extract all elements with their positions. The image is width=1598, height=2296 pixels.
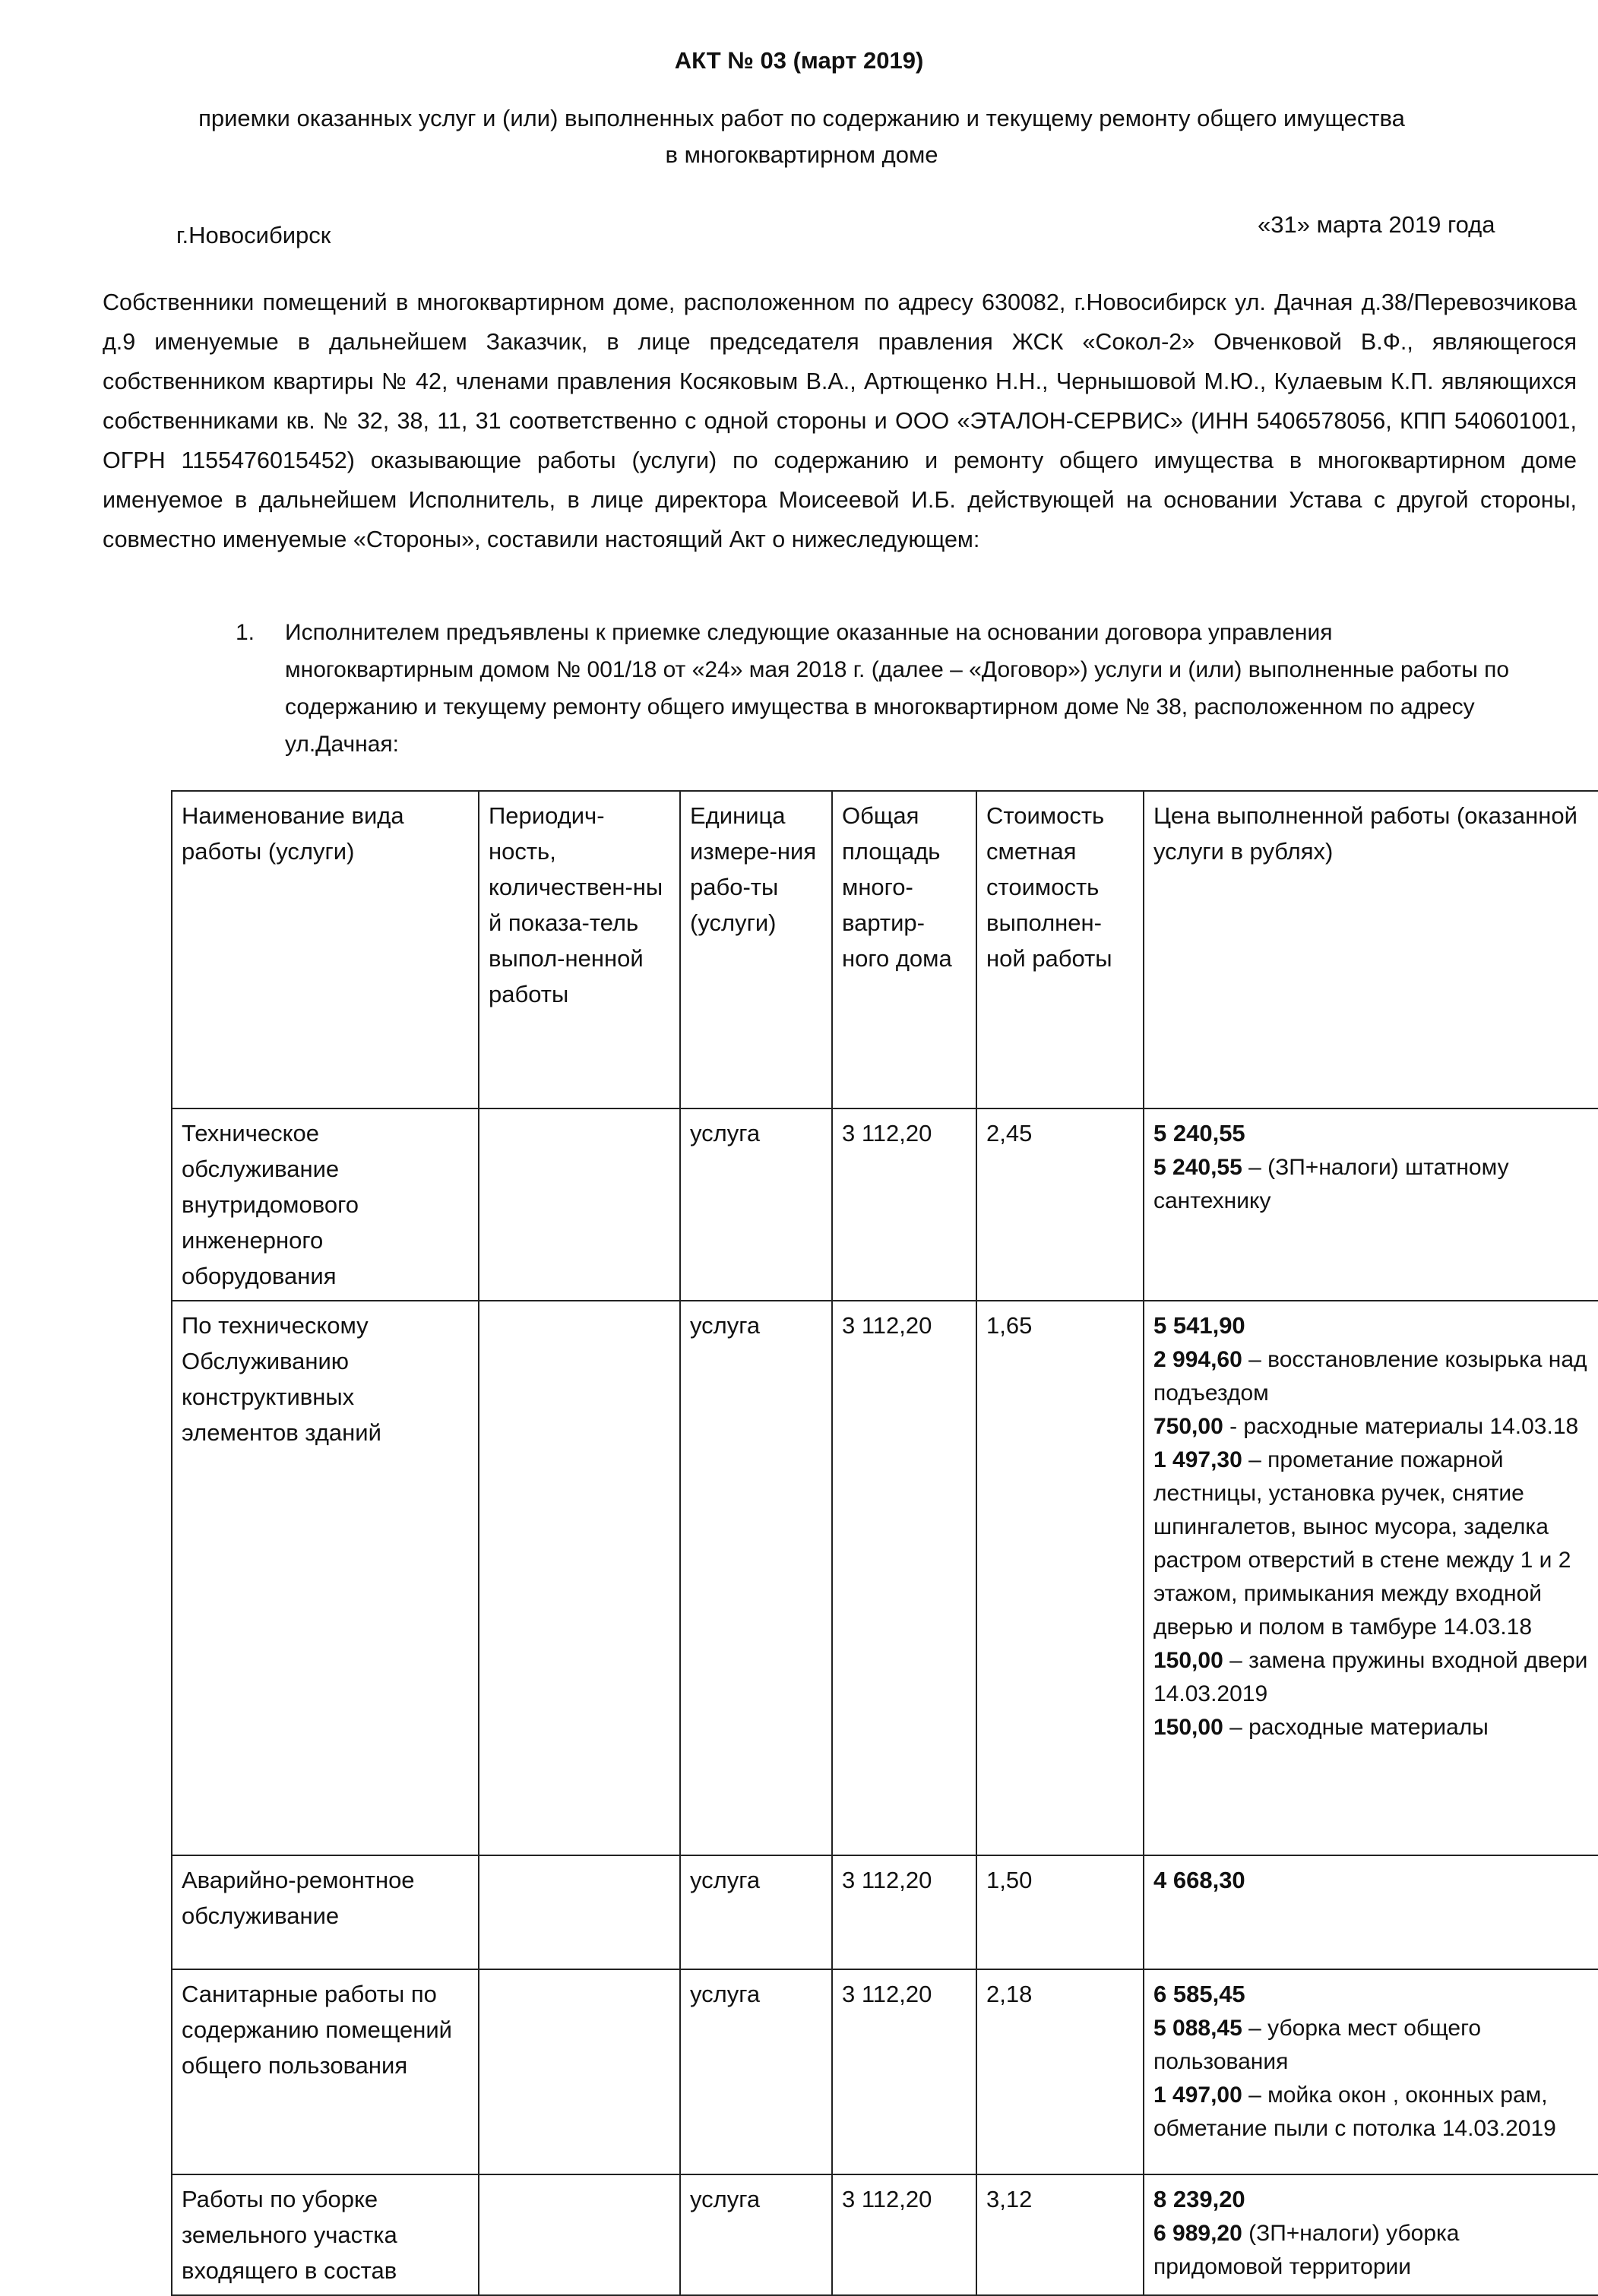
table-row bbox=[172, 1969, 1598, 2174]
table-row bbox=[172, 1301, 1598, 1855]
cell-price bbox=[1144, 1855, 1598, 1969]
price-total: 8 239,20 bbox=[1153, 2186, 1245, 2212]
price-detail: 150,00 – расходные материалы bbox=[1153, 1715, 1489, 1740]
list-item-text: Исполнителем предъявлены к приемке следующие оказанные на основании договора управления многоквартирным домом № 001/18 от «24» мая 2018 г. (далее – «Договор») услуги и (или) выполненные работы по содержанию и текущему ремонту общего имущества в многоквартирном доме № 38, расположенном по адресу ул.Дачная: bbox=[285, 620, 1510, 757]
cell-periodicity bbox=[479, 1855, 680, 1969]
cell-unit: услуга bbox=[680, 1855, 832, 1969]
intro-paragraph: Собственники помещений в многоквартирном доме, расположенном по адресу 630082, г.Новосибирск ул. Дачная д.38/Перевозчикова д.9 именуемые в дальнейшем Заказчик, в лице председателя правления ЖСК «Сокол-2» Овченковой В.Ф., являющегося собственником квартиры № 42, членами правления Косяковым В.А., Артющенко Н.Н., Чернышовой М.Ю., Кулаевым К.П. являющихся собственниками кв. № 32, 38, 11, 31 соответственно с одной стороны и ООО «ЭТАЛОН-СЕРВИС» (ИНН 5406578056, КПП 540601001, ОГРН 1155476015452) оказывающие работы (услуги) по содержанию и ремонту общего имущества в многоквартирном доме именуемое в дальнейшем Исполнитель, в лице директора Моисеевой И.Б. действующей на основании Устава с другой стороны, совместно именуемые «Стороны», составили настоящий Акт о нижеследующем: bbox=[103, 289, 1577, 552]
table-row bbox=[172, 1855, 1598, 1969]
cell-price bbox=[1144, 1301, 1598, 1855]
cell-unit: услуга bbox=[680, 1108, 832, 1301]
cell-work-name: Санитарные работы по содержанию помещений общего пользования bbox=[172, 1969, 479, 2174]
cell-rate: 1,50 bbox=[976, 1855, 1144, 1969]
header-area: Общая площадь много-вартир-ного дома bbox=[832, 791, 976, 1108]
cell-work-name: Аварийно-ремонтное обслуживание bbox=[172, 1855, 479, 1969]
cell-rate: 2,45 bbox=[976, 1108, 1144, 1301]
cell-periodicity bbox=[479, 1969, 680, 2174]
cell-unit: услуга bbox=[680, 1301, 832, 1855]
cell-price bbox=[1144, 1969, 1598, 2174]
cell-work-name: Техническое обслуживание внутридомового инженерного оборудования bbox=[172, 1108, 479, 1301]
cell-rate: 1,65 bbox=[976, 1301, 1144, 1855]
price-total: 4 668,30 bbox=[1153, 1867, 1245, 1893]
header-work-name: Наименование вида работы (услуги) bbox=[172, 791, 479, 1108]
price-detail: 150,00 – замена пружины входной двери 14.03.2019 bbox=[1153, 1648, 1588, 1706]
cell-area: 3 112,20 bbox=[832, 1108, 976, 1301]
price-total: 6 585,45 bbox=[1153, 1981, 1245, 2007]
price-detail: 1 497,00 – мойка окон , оконных рам, обметание пыли с потолка 14.03.2019 bbox=[1153, 2083, 1556, 2141]
cell-rate: 2,18 bbox=[976, 1969, 1144, 2174]
cell-work-name: По техническому Обслуживанию конструктивных элементов зданий bbox=[172, 1301, 479, 1855]
document-city: г.Новосибирск bbox=[176, 222, 331, 248]
price-detail: 5 240,55 – (ЗП+налоги) штатному сантехнику bbox=[1153, 1155, 1509, 1213]
price-detail: 1 497,30 – прометание пожарной лестницы, установка ручек, снятие шпингалетов, вынос мусора, заделка растром отверстий в стене между 1 и 2 этажом, примыкания между входной дверью и полом в тамбуре 14.03.18 bbox=[1153, 1447, 1571, 1640]
cell-periodicity bbox=[479, 2174, 680, 2295]
cell-work-name: Работы по уборке земельного участка входящего в состав bbox=[172, 2174, 479, 2295]
cell-area: 3 112,20 bbox=[832, 1855, 976, 1969]
document-date: «31» марта 2019 года bbox=[1258, 211, 1495, 238]
table-row bbox=[172, 1108, 1598, 1301]
cell-area: 3 112,20 bbox=[832, 1969, 976, 2174]
price-detail: 5 088,45 – уборка мест общего пользования bbox=[1153, 2016, 1482, 2074]
cell-price bbox=[1144, 2174, 1598, 2295]
header-rate: Стоимость сметная стоимость выполнен-ной работы bbox=[976, 791, 1144, 1108]
list-item-number: 1. bbox=[236, 620, 255, 645]
cell-area: 3 112,20 bbox=[832, 2174, 976, 2295]
cell-rate: 3,12 bbox=[976, 2174, 1144, 2295]
header-periodicity: Периодич-ность, количествен-ны й показа-тель выпол-ненной работы bbox=[479, 791, 680, 1108]
header-unit: Единица измере-ния рабо-ты (услуги) bbox=[680, 791, 832, 1108]
header-price: Цена выполненной работы (оказанной услуги в рублях) bbox=[1144, 791, 1598, 1108]
cell-unit: услуга bbox=[680, 1969, 832, 2174]
price-detail: 750,00 - расходные материалы 14.03.18 bbox=[1153, 1414, 1579, 1439]
price-total: 5 541,90 bbox=[1153, 1312, 1245, 1339]
price-detail: 6 989,20 (ЗП+налоги) уборка придомовой территории bbox=[1153, 2221, 1460, 2279]
cell-area: 3 112,20 bbox=[832, 1301, 976, 1855]
price-total: 5 240,55 bbox=[1153, 1120, 1245, 1146]
cell-price bbox=[1144, 1108, 1598, 1301]
document-subtitle: приемки оказанных услуг и (или) выполненных работ по содержанию и текущему ремонту общего имущества в многоквартирном доме bbox=[198, 105, 1405, 168]
cell-periodicity bbox=[479, 1301, 680, 1855]
table-header-row bbox=[172, 791, 1598, 1108]
table-row bbox=[172, 2174, 1598, 2295]
price-detail: 2 994,60 – восстановление козырька над подъездом bbox=[1153, 1347, 1587, 1406]
works-table bbox=[171, 790, 1598, 2296]
document-title: АКТ № 03 (март 2019) bbox=[674, 47, 924, 74]
cell-periodicity bbox=[479, 1108, 680, 1301]
cell-unit: услуга bbox=[680, 2174, 832, 2295]
